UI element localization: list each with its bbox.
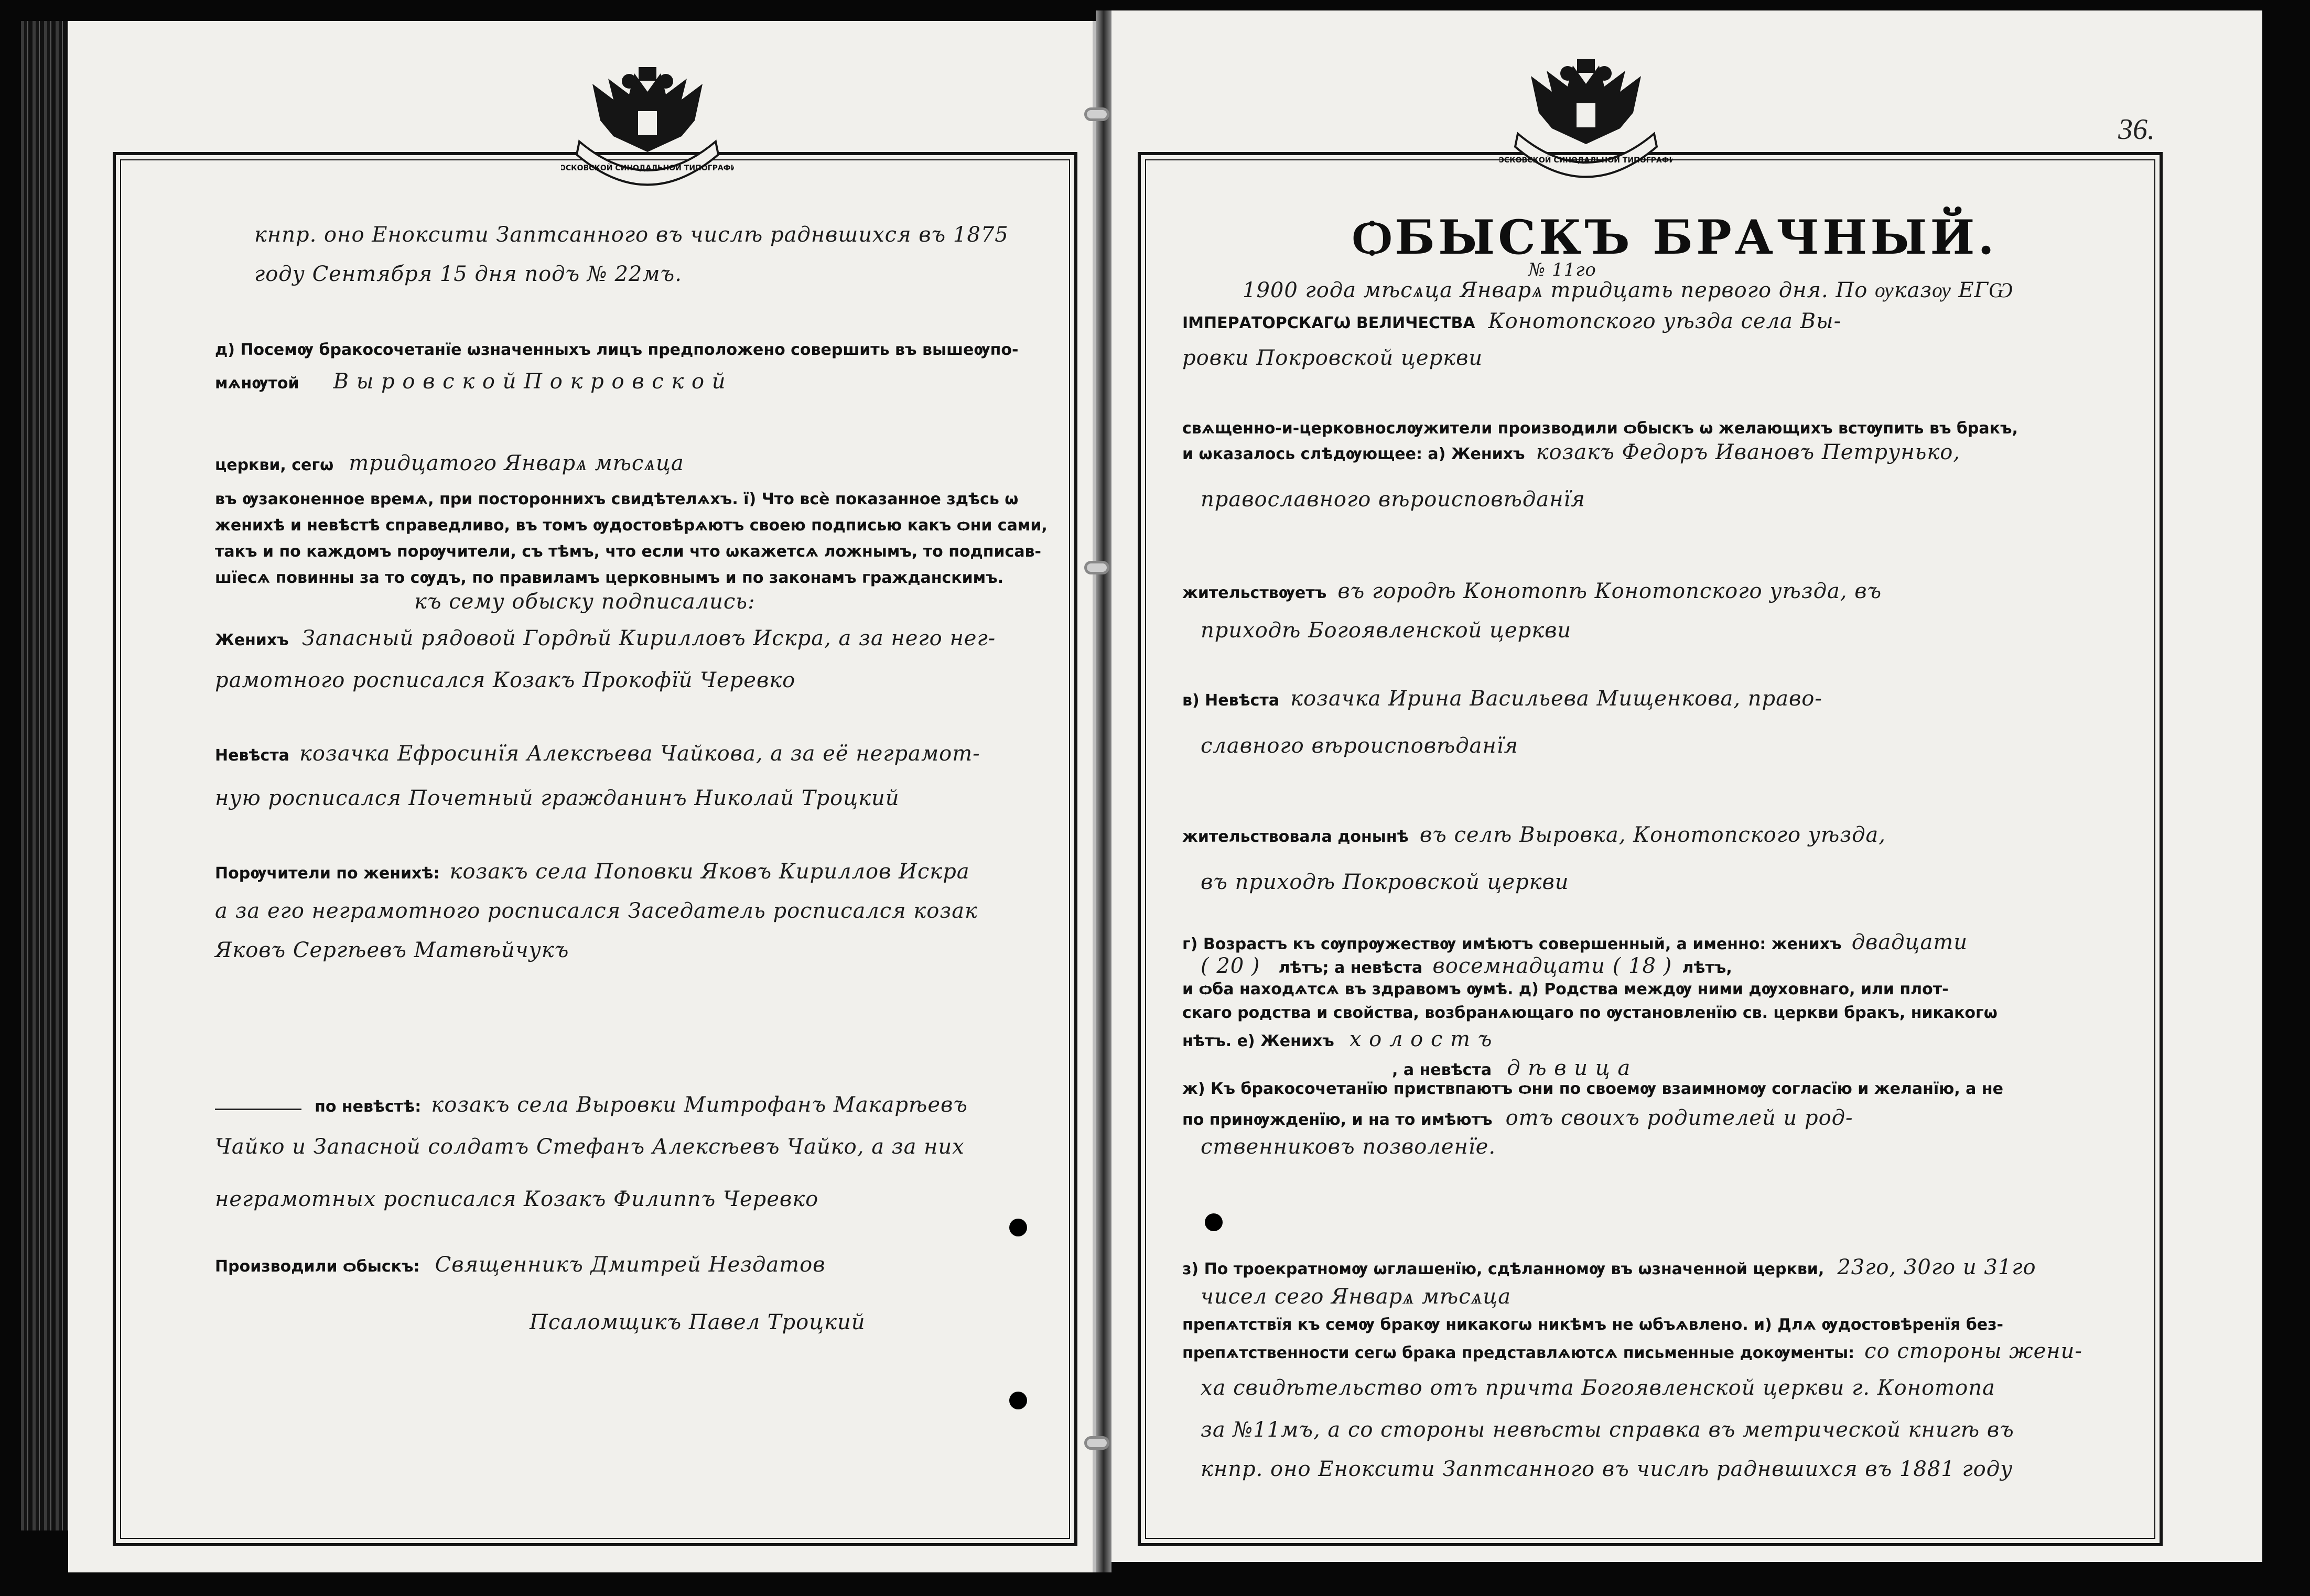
documents-handwriting-2: ха свидѣтельство отъ причта Богоявленской церкви г. Конотопа: [1201, 1376, 1995, 1400]
documents-handwriting-1: со стороны жени-: [1864, 1339, 2082, 1363]
svg-text:МОСКОВСКОЙ СИНОДАЛЬНОЙ ТИПОГРА: МОСКОВСКОЙ СИНОДАЛЬНОЙ ТИПОГРАФИИ: [561, 164, 734, 172]
double-eagle-emblem-left: [561, 63, 734, 199]
binder-hole: [1205, 1213, 1223, 1231]
groom-guarantors-label: Порѹчители по женихѣ:: [215, 864, 440, 883]
groom-guarantors-line-3: Яковъ Сергѣевъ Матвѣйчукъ: [215, 938, 569, 962]
church-label: церкви, сегѡ: [215, 456, 334, 474]
conducted-by-label: Производили ѻбыскъ:: [215, 1257, 420, 1276]
bride-residence-line-1: въ селѣ Выровка, Конотопского уѣзда,: [1419, 823, 1886, 847]
left-top-handwriting-line-2: году Сентября 15 дня подъ № 22мъ.: [254, 262, 682, 286]
groom-status-handwriting: х о л о с т ъ: [1349, 1027, 1493, 1051]
age-clause-line-3: и ѻба находѧтсѧ въ здравомъ ѹмѣ. д) Родства междѹ ними дѹховнаго, или плот-: [1182, 980, 1949, 998]
wedding-date-handwriting: тридцатого Январѧ мѣсѧца: [349, 451, 684, 475]
psalmist-signature: Псаломщикъ Павел Троцкий: [530, 1310, 866, 1334]
record-number: № 11го: [1528, 259, 1596, 280]
bride-residence-label: жительствовала донынѣ: [1182, 828, 1409, 846]
age-clause-line-4: скаго родства и свойства, возбранѧющаго по ѹстановленїю св. церкви бракъ, никакогѡ: [1182, 1004, 1998, 1022]
law-clause-line-3: такъ и по каждомъ порѹчители, съ тѣмъ, что если что ѡкажетсѧ ложнымъ, то подписав-: [215, 542, 1041, 561]
groom-label: Женихъ: [215, 631, 289, 649]
age-clause-line-1: г) Возрастъ къ сѹпрѹжествѹ имѣютъ совершенный, а именно: женихъ: [1182, 935, 1842, 953]
bride-guarantors-line-1: козакъ села Выровки Митрофанъ Макарѣевъ: [431, 1093, 968, 1117]
binder-hole: [1009, 1219, 1027, 1236]
signatures-intro-handwriting: къ сему обыску подписались:: [414, 590, 755, 614]
book-binding-edge: [21, 21, 68, 1530]
priest-signature: Священникъ Дмитрей Нездатов: [435, 1253, 826, 1277]
bride-label: Невѣста: [215, 746, 289, 765]
groom-guarantors-line-1: козакъ села Поповки Яковъ Кириллов Искра: [449, 860, 970, 884]
bride-residence-line-2: въ приходѣ Покровской церкви: [1201, 870, 1569, 894]
groom-age-number: ( 20 ): [1201, 954, 1260, 978]
documents-handwriting-3: за №11мъ, а со стороны невѣсты справка въ метрической книгѣ въ: [1201, 1418, 2014, 1442]
eagle-icon: [1499, 55, 1672, 191]
clergy-line-2: и ѡказалось слѣдѹющее: а) Женихъ: [1182, 445, 1525, 463]
book-gutter: [1096, 10, 1111, 1572]
binder-ring: [1084, 561, 1109, 574]
age-clause-line-5: нѣтъ. е) Женихъ: [1182, 1032, 1334, 1050]
age-clause-line-6: , а невѣста: [1392, 1061, 1492, 1079]
banns-clause-line-1: з) По троекратномѹ ѡглашенїю, сдѣланномѹ въ ѡзначенной церкви,: [1182, 1260, 1825, 1278]
banns-clause-line-3: препѧтствїя къ семѹ бракѹ никакогѡ никѣмъ не ѡбъѧвлено. и) Длѧ ѹдостовѣренїя без-: [1182, 1316, 2004, 1334]
law-clause-line-1: въ ѹзаконенное времѧ, при постороннихъ свидѣтелѧхъ. ї) Что всѐ показанное здѣсь ѡ: [215, 490, 1019, 508]
consent-handwriting-2: ственниковъ позволенїе.: [1201, 1135, 1496, 1159]
groom-signature-line-2: рамотного росписался Козакъ Прокофїй Черевко: [215, 668, 796, 692]
left-section-d-line-2: мѧнѹтой: [215, 374, 299, 393]
eagle-icon: [561, 63, 734, 199]
page-number: 36.: [2118, 113, 2155, 146]
bride-religion-handwriting: славного вѣроисповѣданїя: [1201, 734, 1519, 758]
age-clause-line-2b: лѣтъ,: [1682, 959, 1732, 977]
left-top-handwriting-line-1: кнпр. оно Еноксити Заптсанного въ числѣ раднвшихся въ 1875: [254, 223, 1009, 247]
law-clause-line-4: шїесѧ повинны за то сѹдъ, по правиламъ церковнымъ и по законамъ гражданскимъ.: [215, 569, 1004, 587]
documents-handwriting-4: кнпр. оно Еноксити Заптсанного въ числѣ раднвшихся въ 1881 году: [1201, 1457, 2013, 1481]
blank-line: [215, 1109, 301, 1110]
binder-ring: [1084, 107, 1109, 121]
imperial-title: ІМПЕРАТОРСКАГѠ ВЕЛИЧЕСТВА: [1182, 314, 1475, 332]
church-name-handwriting: В ы р о в с к о й П о к р о в с к о й: [333, 370, 726, 394]
bride-section-label: в) Невѣста: [1182, 691, 1280, 710]
binder-ring: [1084, 1436, 1109, 1450]
bride-age: восемнадцати ( 18 ): [1432, 954, 1672, 978]
consent-handwriting-1: отъ своихъ родителей и род-: [1505, 1106, 1853, 1130]
bride-name-handwriting: козачка Ирина Васильева Мищенкова, право-: [1290, 687, 1822, 711]
residence-label: жительствѹетъ: [1182, 584, 1327, 602]
bride-signature-line-1: козачка Ефросинїя Алексѣева Чайкова, а за её неграмот-: [299, 742, 980, 766]
intro-line-2-handwriting: Конотопского уѣзда села Вы-: [1488, 309, 1842, 333]
groom-age-words: двадцати: [1851, 930, 1968, 954]
consent-clause-line-2: по принѹжденїю, и на то имѣютъ: [1182, 1111, 1493, 1129]
bride-guarantors-label: по невѣстѣ:: [315, 1098, 422, 1116]
groom-name-handwriting: козакъ Федоръ Ивановъ Петрунько,: [1536, 440, 1961, 464]
groom-residence-line-2: приходѣ Богоявленской церкви: [1201, 618, 1572, 643]
consent-clause-line-1: ж) Къ бракосочетанїю приствпаютъ ѻни по своемѹ взаимномѹ согласїю и желанїю, а не: [1182, 1080, 2003, 1098]
age-clause-line-2a: лѣтъ; а невѣста: [1278, 959, 1423, 977]
clergy-line-1: свѧщенно-и-церковнослѹжители производили ѻбыскъ ѡ желающихъ встѹпить въ бракъ,: [1182, 419, 2018, 438]
bride-signature-line-2: ную росписался Почетный гражданинъ Николай Троцкий: [215, 786, 900, 810]
bride-guarantors-line-3: неграмотных росписался Козакъ Филиппъ Черевко: [215, 1187, 819, 1211]
bride-guarantors-line-2: Чайко и Запасной солдатъ Стефанъ Алексѣевъ Чайко, а за них: [215, 1135, 965, 1159]
svg-text:МОСКОВСКОЙ СИНОДАЛЬНОЙ ТИПОГРА: МОСКОВСКОЙ СИНОДАЛЬНОЙ ТИПОГРАФИИ: [1499, 156, 1672, 165]
groom-guarantors-line-2: а за его неграмотного росписался Заседатель росписался козак: [215, 899, 978, 923]
groom-signature-line-1: Запасный рядовой Гордѣй Кирилловъ Искра, а за него нег-: [301, 626, 996, 650]
left-page-frame: [113, 152, 1077, 1546]
intro-line-1: 1900 года мѣсѧца Январѧ тридцать первого дня. По ѹказѹ ЕГѠ: [1243, 278, 2013, 302]
binder-hole: [1009, 1392, 1027, 1409]
banns-clause-line-4: препѧтственности сегѡ брака представлѧютсѧ письменные докѹменты:: [1182, 1344, 1855, 1362]
banns-month-handwriting: чисел сего Январѧ мѣсѧца: [1201, 1285, 1512, 1309]
left-section-d-line-1: д) Посемѹ бракосочетанїе ѡзначенныхъ лицъ предположено совершить въ вышеѹпо-: [215, 341, 1019, 359]
document-title: ѺБЫСКЪ БРАЧНЫЙ.: [1353, 210, 1998, 265]
banns-dates-handwriting: 23го, 30го и 31го: [1837, 1255, 2036, 1279]
law-clause-line-2: женихѣ и невѣстѣ справедливо, въ томъ ѹдостовѣрѧютъ своею подписью какъ ѻни сами,: [215, 516, 1048, 535]
double-eagle-emblem-right: [1499, 55, 1672, 191]
bride-status-handwriting: д ѣ в и ц а: [1507, 1056, 1631, 1080]
groom-religion-handwriting: православного вѣроисповѣданїя: [1201, 487, 1585, 512]
intro-line-3: ровки Покровской церкви: [1182, 346, 1483, 370]
groom-residence-line-1: въ городѣ Конотопѣ Конотопского уѣзда, въ: [1337, 579, 1882, 603]
